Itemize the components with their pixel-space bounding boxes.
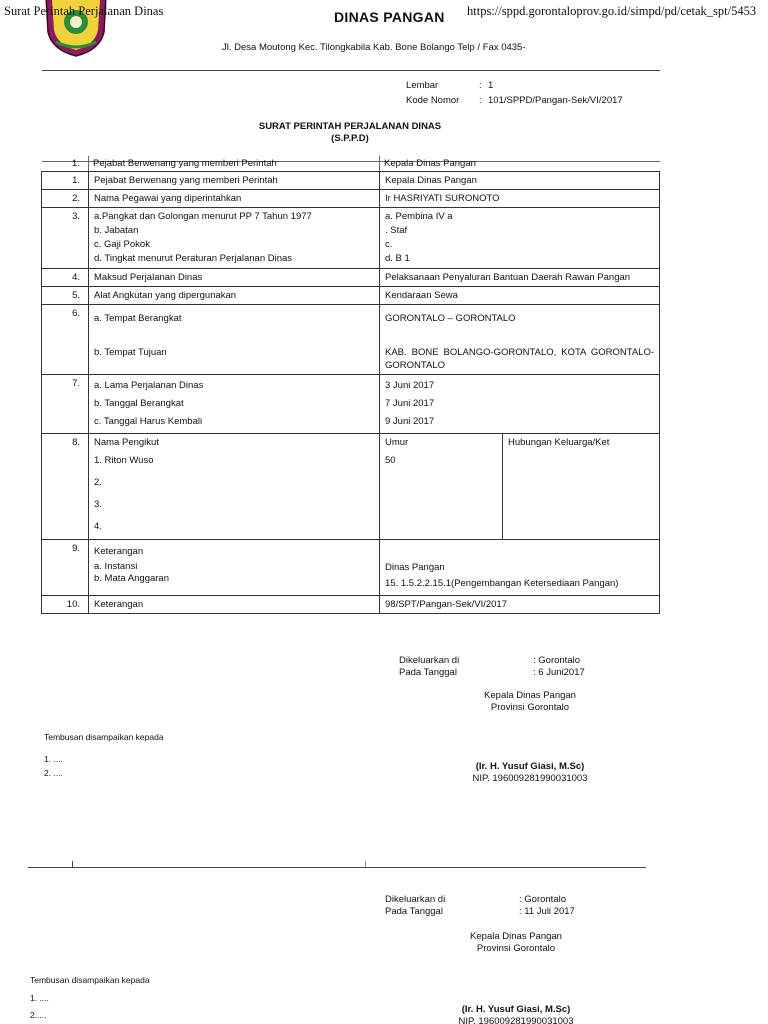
ghost-row-divider [88, 156, 89, 171]
mata-anggaran-value: 15. 1.5.2.2.15.1(Pengembangan Ketersediaan Pangan) [385, 578, 619, 589]
row-label-group [89, 434, 380, 540]
table-row [42, 596, 660, 614]
row-label-group [89, 540, 380, 596]
dikeluarkan-value: : Gorontalo [533, 655, 580, 666]
tembusan-label: Tembusan disampaikan kepada [30, 975, 150, 985]
row-label: Nama Pegawai yang diperintahkan [89, 190, 380, 208]
jabatan-value: . Staf [385, 225, 408, 236]
ghost-row-label: Pejabat Berwenang yang memberi Perintah [93, 158, 277, 169]
row-value-group [380, 305, 660, 375]
row-value: Ir HASRIYATI SURONOTO [380, 190, 660, 208]
keterangan-label: Keterangan [94, 546, 144, 557]
instansi-label: a. Instansi [94, 561, 138, 572]
signer-province: Provinsi Gorontalo [490, 702, 570, 713]
row-value-group [380, 375, 660, 434]
row-label-group [89, 305, 380, 375]
kode-nomor-label: Kode Nomor [406, 95, 460, 106]
row-number: 1. [42, 172, 89, 190]
document-subtitle: (S.P.P.D) [331, 133, 369, 144]
tingkat-label: d. Tingkat menurut Peraturan Perjalanan Dinas [94, 253, 293, 264]
lembar-value: 1 [488, 80, 494, 91]
row-label: Keterangan [89, 596, 380, 614]
row-value-group [380, 540, 660, 596]
page-break-tick [365, 861, 366, 867]
pengikut-3: 3. [94, 499, 102, 510]
table-row [42, 434, 660, 540]
hubungan-header: Hubungan Keluarga/Ket [508, 437, 610, 448]
tanggal-kembali-label: c. Tanggal Harus Kembali [94, 416, 203, 427]
pengikut-2: 2. [94, 477, 102, 488]
organization-address: Jl. Desa Moutong Kec. Tilongkabila Kab. Bone Bolango Telp / Fax 0435- [222, 42, 526, 53]
ghost-row-divider [379, 156, 380, 171]
tanggal-berangkat-label: b. Tanggal Berangkat [94, 398, 184, 409]
mata-anggaran-label: b. Mata Anggaran [94, 573, 169, 584]
tembusan-item-2: 2..... [30, 1010, 47, 1020]
document-title: SURAT PERINTAH PERJALANAN DINAS [258, 121, 442, 132]
table-row [42, 208, 660, 269]
pangkat-label: a.Pangkat dan Golongan menurut PP 7 Tahun 1977 [94, 211, 312, 222]
nama-pengikut-label: Nama Pengikut [94, 437, 159, 448]
tanggal-kembali-value: 9 Juni 2017 [385, 416, 435, 427]
hubungan-column [503, 434, 660, 540]
tempat-berangkat-value: GORONTALO – GORONTALO [385, 313, 516, 324]
umur-column [380, 434, 503, 540]
row-number: 7. [42, 375, 89, 434]
signer-nip: NIP. 196009281990031003 [458, 1016, 574, 1024]
sppd-table [41, 171, 660, 614]
table-row [42, 287, 660, 305]
ghost-row-value: Kepala Dinas Pangan [384, 158, 476, 169]
row-number: 6. [42, 305, 89, 375]
kode-nomor-separator: : [479, 95, 482, 106]
row-value: Pelaksanaan Penyaluran Bantuan Daerah Rawan Pangan [380, 269, 660, 287]
browser-page-url: https://sppd.gorontaloprov.go.id/simpd/pd/cetak_spt/5453 [467, 4, 757, 18]
table-row [42, 375, 660, 434]
pengikut-1: 1. Riton Wuso [94, 455, 154, 466]
table-row [42, 305, 660, 375]
tembusan-item-1: 1. .... [44, 754, 63, 764]
lembar-label: Lembar [406, 80, 439, 91]
page-break-line [28, 867, 646, 868]
signer-name: (Ir. H. Yusuf Giasi, M.Sc) [461, 1004, 571, 1015]
tempat-tujuan-label: b. Tempat Tujuan [94, 347, 167, 358]
tembusan-item-2: 2. .... [44, 768, 63, 778]
table-row [42, 540, 660, 596]
row-number: 5. [42, 287, 89, 305]
row-number: 9. [42, 540, 89, 596]
lama-perjalanan-value: 3 Juni 2017 [385, 380, 435, 391]
dikeluarkan-value: : Gorontalo [519, 894, 566, 905]
row-label: Maksud Perjalanan Dinas [89, 269, 380, 287]
row-value: 98/SPT/Pangan-Sek/VI/2017 [380, 596, 660, 614]
lama-perjalanan-label: a. Lama Perjalanan Dinas [94, 380, 204, 391]
row-number: 4. [42, 269, 89, 287]
tingkat-value: d. B 1 [385, 253, 410, 264]
pada-tanggal-value: : 11 Juli 2017 [519, 906, 575, 917]
pada-tanggal-label: Pada Tanggal [385, 906, 443, 917]
signer-name: (Ir. H. Yusuf Giasi, M.Sc) [475, 761, 585, 772]
dikeluarkan-label: Dikeluarkan di [399, 655, 460, 666]
kode-nomor-value: 101/SPPD/Pangan-Sek/VI/2017 [488, 95, 623, 106]
gaji-pokok-label: c. Gaji Pokok [94, 239, 150, 250]
signer-nip: NIP. 196009281990031003 [472, 773, 588, 784]
row-label-group [89, 208, 380, 269]
umur-pengikut-1: 50 [385, 455, 396, 466]
ghost-row-number: 1. [72, 158, 80, 169]
tempat-berangkat-label: a. Tempat Berangkat [94, 313, 182, 324]
row-number: 3. [42, 208, 89, 269]
row-label-group [89, 375, 380, 434]
organization-name: DINAS PANGAN [334, 9, 445, 25]
row-label: Pejabat Berwenang yang memberi Perintah [89, 172, 380, 190]
row-value-group [380, 208, 660, 269]
row-label: Alat Angkutan yang dipergunakan [89, 287, 380, 305]
pengikut-4: 4. [94, 521, 102, 532]
tanggal-berangkat-value: 7 Juni 2017 [385, 398, 435, 409]
row-number: 2. [42, 190, 89, 208]
row-number: 10. [42, 596, 89, 614]
pada-tanggal-value: : 6 Juni2017 [533, 667, 585, 678]
table-row [42, 190, 660, 208]
lembar-separator: : [479, 80, 482, 91]
row-number: 8. [42, 434, 89, 540]
instansi-value: Dinas Pangan [385, 562, 445, 573]
browser-page-title: Surat Perintah Perjalanan Dinas [4, 4, 164, 18]
row-value: Kendaraan Sewa [380, 287, 660, 305]
tembusan-label: Tembusan disampaikan kepada [44, 732, 164, 742]
pangkat-value: a. Pembina IV a [385, 211, 453, 222]
table-row [42, 172, 660, 190]
signer-position: Kepala Dinas Pangan [484, 690, 576, 701]
page-break-tick [72, 861, 73, 867]
jabatan-label: b. Jabatan [94, 225, 139, 236]
tempat-tujuan-value: KAB. BONE BOLANGO-GORONTALO, KOTA GORONTALO-GORONTALO [385, 347, 654, 371]
table-row [42, 269, 660, 287]
header-divider [42, 70, 660, 71]
dikeluarkan-label: Dikeluarkan di [385, 894, 446, 905]
gaji-pokok-value: c. [385, 239, 393, 250]
umur-header: Umur [385, 437, 409, 448]
signer-position: Kepala Dinas Pangan [470, 931, 562, 942]
pada-tanggal-label: Pada Tanggal [399, 667, 457, 678]
row-value: Kepala Dinas Pangan [380, 172, 660, 190]
signer-province: Provinsi Gorontalo [476, 943, 556, 954]
tembusan-item-1: 1. .... [30, 993, 49, 1003]
